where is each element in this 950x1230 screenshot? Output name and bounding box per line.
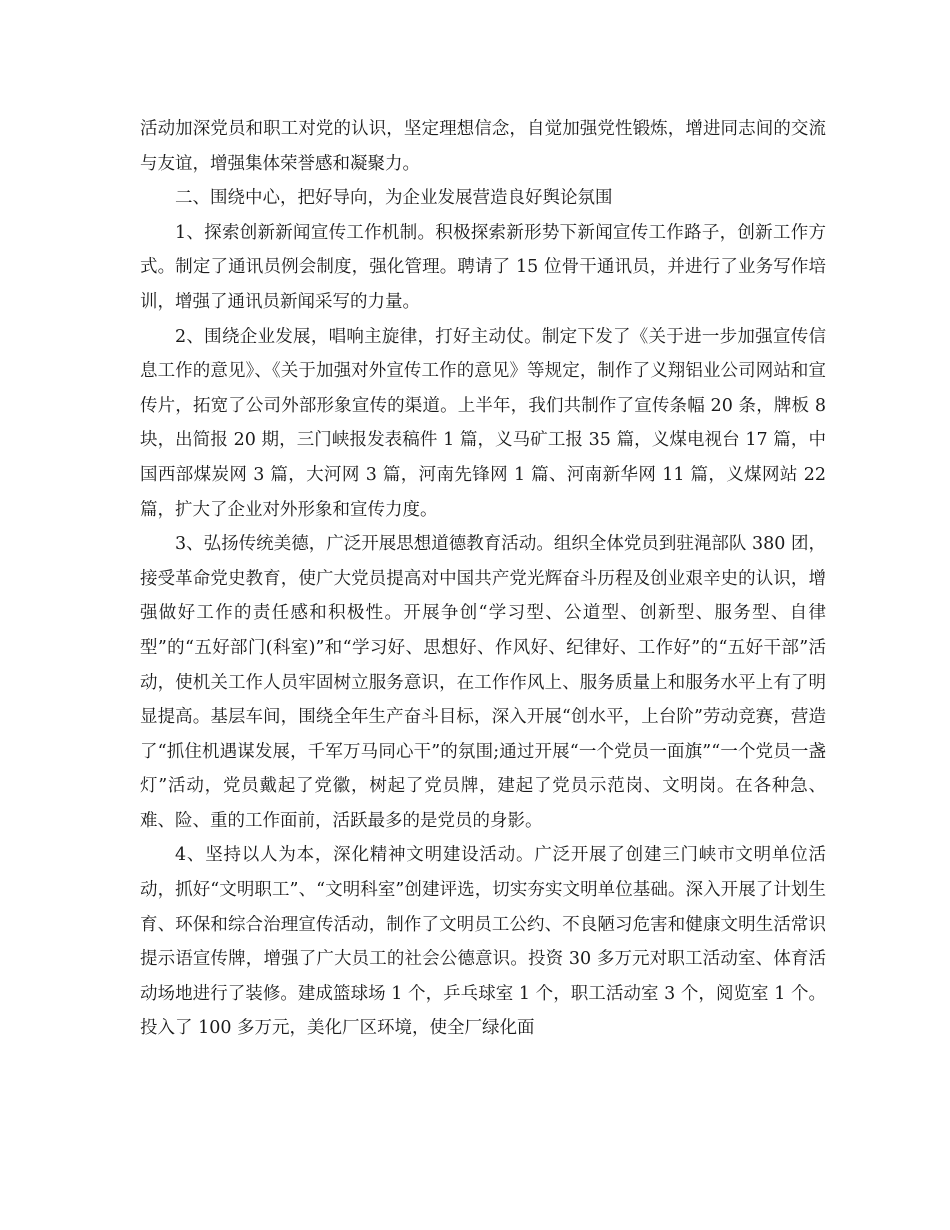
paragraph-continuation: 活动加深党员和职工对党的认识，坚定理想信念，自觉加强党性锻炼，增进同志间的交流与友谊，增强集体荣誉感和凝聚力。 [140,119,826,174]
document-body [140,112,826,1046]
paragraph-item-1: 1、探索创新新闻宣传工作机制。积极探索新形势下新闻宣传工作路子，创新工作方式。制定了通讯员例会制度，强化管理。聘请了 15 位骨干通讯员，并进行了业务写作培训，增强了通讯员新闻采写的力量。 [140,222,826,312]
paragraph-item-3: 3、弘扬传统美德，广泛开展思想道德教育活动。组织全体党员到驻渑部队 380 团，接受革命党史教育，使广大党员提高对中国共产党光辉奋斗历程及创业艰辛史的认识，增强做好工作的责任感和积极性。开展争创“学习型、公道型、创新型、服务型、自律型”的“五好部门(科室)”和“学习好、思想好、作风好、纪律好、工作好”的“五好干部”活动，使机关工作人员牢固树立服务意识，在工作作风上、服务质量上和服务水平上有了明显提高。基层车间，围绕全年生产奋斗目标，深入开展“创水平，上台阶”劳动竞赛，营造了“抓住机遇谋发展，千军万马同心干”的氛围;通过开展“一个党员一面旗”“一个党员一盏灯”活动，党员戴起了党徽，树起了党员牌，建起了党员示范岗、文明岗。在各种急、难、险、重的工作面前，活跃最多的是党员的身影。 [140,534,826,831]
paragraph-item-4: 4、坚持以人为本，深化精神文明建设活动。广泛开展了创建三门峡市文明单位活动，抓好“文明职工”、“文明科室”创建评选，切实夯实文明单位基础。深入开展了计划生育、环保和综合治理宣传活动，制作了文明员工公约、不良陋习危害和健康文明生活常识提示语宣传牌，增强了广大员工的社会公德意识。投资 30 多万元对职工活动室、体育活动场地进行了装修。建成篮球场 1 个，乒乓球室 1 个，职工活动室 3 个，阅览室 1 个。投入了 100 多万元，美化厂区环境，使全厂绿化面 [140,845,826,1039]
paragraph-item-2: 2、围绕企业发展，唱响主旋律，打好主动仗。制定下发了《关于进一步加强宣传信息工作的意见》、《关于加强对外宣传工作的意见》等规定，制作了义翔铝业公司网站和宣传片，拓宽了公司外部形象宣传的渠道。上半年，我们共制作了宣传条幅 20 条，牌板 8 块，出简报 20 期，三门峡报发表稿件 1 篇，义马矿工报 35 篇，义煤电视台 17 篇，中国西部煤炭网 3 篇，大河网 3 篇，河南先锋网 1 篇、河南新华网 11 篇，义煤网站 22 篇，扩大了企业对外形象和宣传力度。 [140,326,826,520]
section-heading-2: 二、围绕中心，把好导向，为企业发展营造良好舆论氛围 [175,188,613,209]
